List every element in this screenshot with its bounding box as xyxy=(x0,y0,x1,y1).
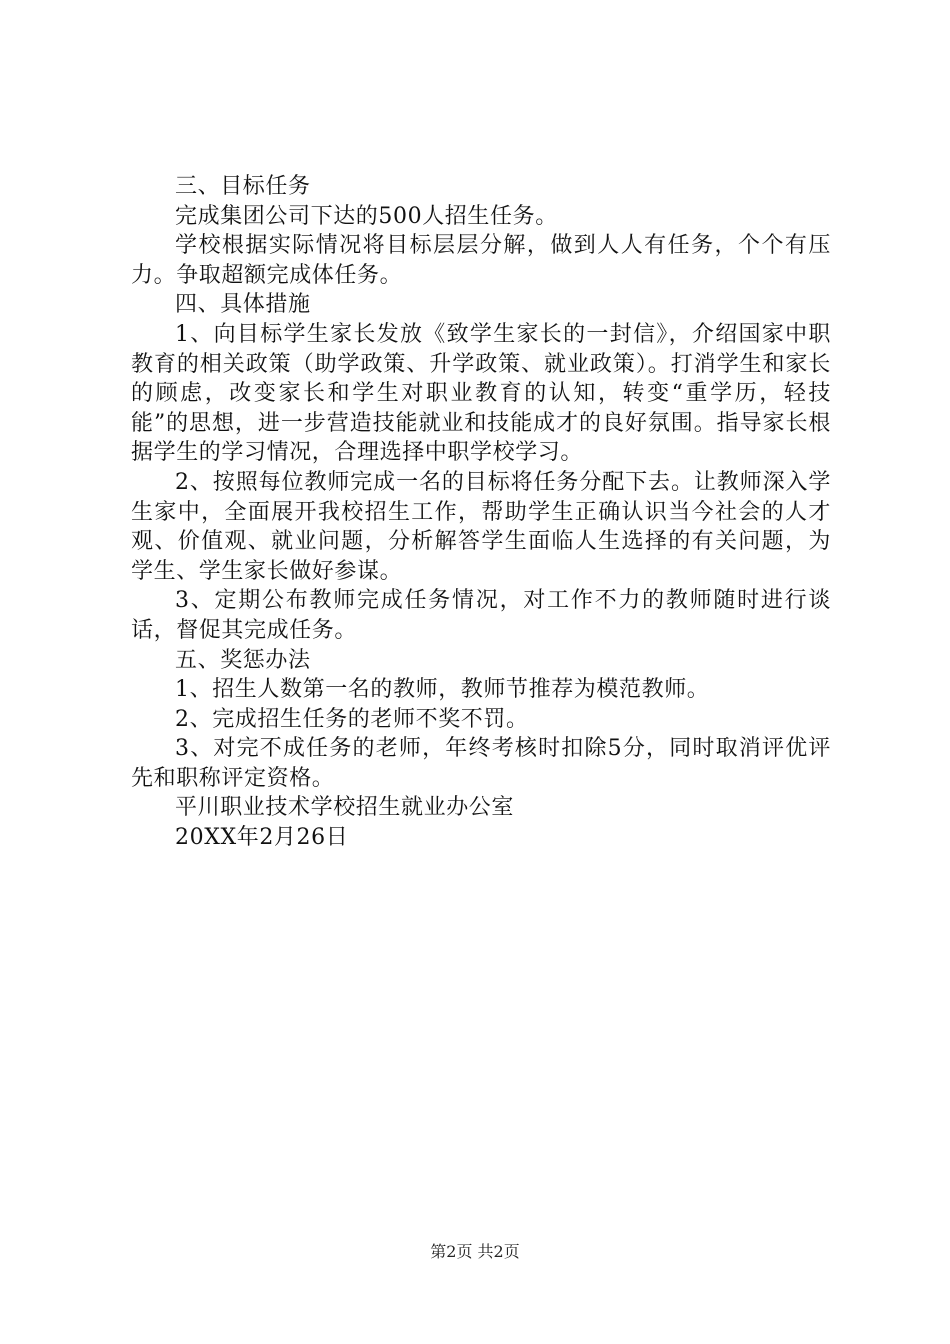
measure-item-1: 1、向目标学生家长发放《致学生家长的一封信》，介绍国家中职教育的相关政策（助学政策、升学政策、就业政策）。打消学生和家长的顾虑，改变家长和学生对职业教育的认知，转变“重学历，轻技能”的思想，进一步营造技能就业和技能成才的良好氛围。指导家长根据学生的学习情况，合理选择中职学校学习。 xyxy=(131,321,831,466)
measure-item-3: 3、定期公布教师完成任务情况，对工作不力的教师随时进行谈话，督促其完成任务。 xyxy=(131,588,831,643)
signature-date: 20XX年2月26日 xyxy=(175,825,349,851)
section-heading-rewards: 五、奖惩办法 xyxy=(175,647,311,673)
page-number-footer: 第2页 共2页 xyxy=(430,1242,520,1261)
reward-item-1: 1、招生人数第一名的教师，教师节推荐为模范教师。 xyxy=(175,677,710,703)
goal-paragraph: 完成集团公司下达的500人招生任务。 xyxy=(175,203,558,229)
goal-breakdown-paragraph: 学校根据实际情况将目标层层分解，做到人人有任务，个个有压力。争取超额完成体任务。 xyxy=(131,233,831,288)
document-body xyxy=(131,172,831,853)
reward-item-3: 3、对完不成任务的老师，年终考核时扣除5分，同时取消评优评先和职称评定资格。 xyxy=(131,736,831,791)
measure-item-2: 2、按照每位教师完成一名的目标将任务分配下去。让教师深入学生家中，全面展开我校招生工作，帮助学生正确认识当今社会的人才观、价值观、就业问题，分析解答学生面临人生选择的有关问题，为学生、学生家长做好参谋。 xyxy=(131,469,831,584)
section-heading-goals: 三、目标任务 xyxy=(175,174,311,199)
signature-office: 平川职业技术学校招生就业办公室 xyxy=(175,795,515,821)
section-heading-measures: 四、具体措施 xyxy=(175,292,311,318)
reward-item-2: 2、完成招生任务的老师不奖不罚。 xyxy=(175,706,529,732)
